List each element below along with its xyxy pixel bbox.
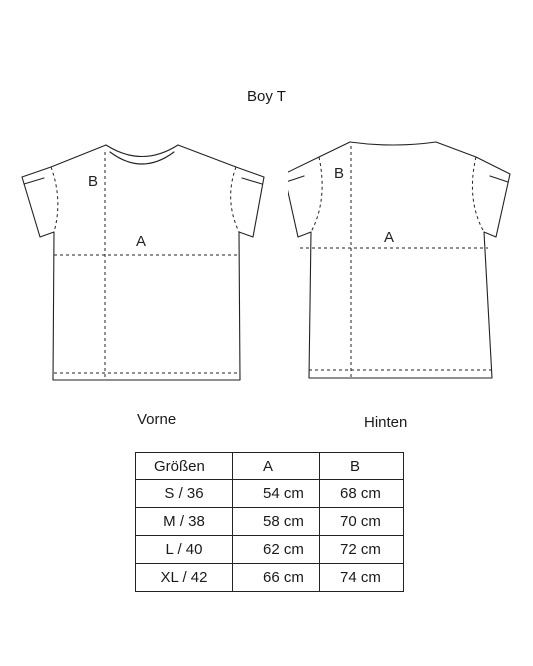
size-cell: S / 36 [136, 480, 233, 508]
a-cell: 58 cm [233, 508, 320, 536]
size-table [135, 452, 404, 592]
front-shirt-drawing [18, 130, 268, 390]
back-shirt-drawing [288, 130, 518, 390]
table-header-row [136, 453, 404, 480]
header-cell-b: B [320, 453, 404, 480]
header-cell-a: A [233, 453, 320, 480]
b-cell: 70 cm [320, 508, 404, 536]
a-cell: 54 cm [233, 480, 320, 508]
a-cell: 62 cm [233, 536, 320, 564]
diagram-title: Boy T [247, 88, 286, 105]
b-cell: 74 cm [320, 564, 404, 592]
table-row [136, 508, 404, 536]
table-row [136, 480, 404, 508]
b-cell: 68 cm [320, 480, 404, 508]
front-dim-b-label: B [88, 173, 99, 190]
table-row [136, 536, 404, 564]
back-shirt-svg [288, 130, 518, 390]
size-cell: L / 40 [136, 536, 233, 564]
front-view-label: Vorne [137, 411, 177, 428]
back-dim-a-label: A [384, 229, 395, 246]
b-cell: 72 cm [320, 536, 404, 564]
table-row [136, 564, 404, 592]
size-cell: XL / 42 [136, 564, 233, 592]
header-cell-size: Größen [136, 453, 233, 480]
a-cell: 66 cm [233, 564, 320, 592]
back-view-label: Hinten [364, 414, 408, 431]
size-cell: M / 38 [136, 508, 233, 536]
back-dim-b-label: B [334, 165, 345, 182]
front-shirt-svg [18, 130, 268, 390]
front-dim-a-label: A [136, 233, 147, 250]
